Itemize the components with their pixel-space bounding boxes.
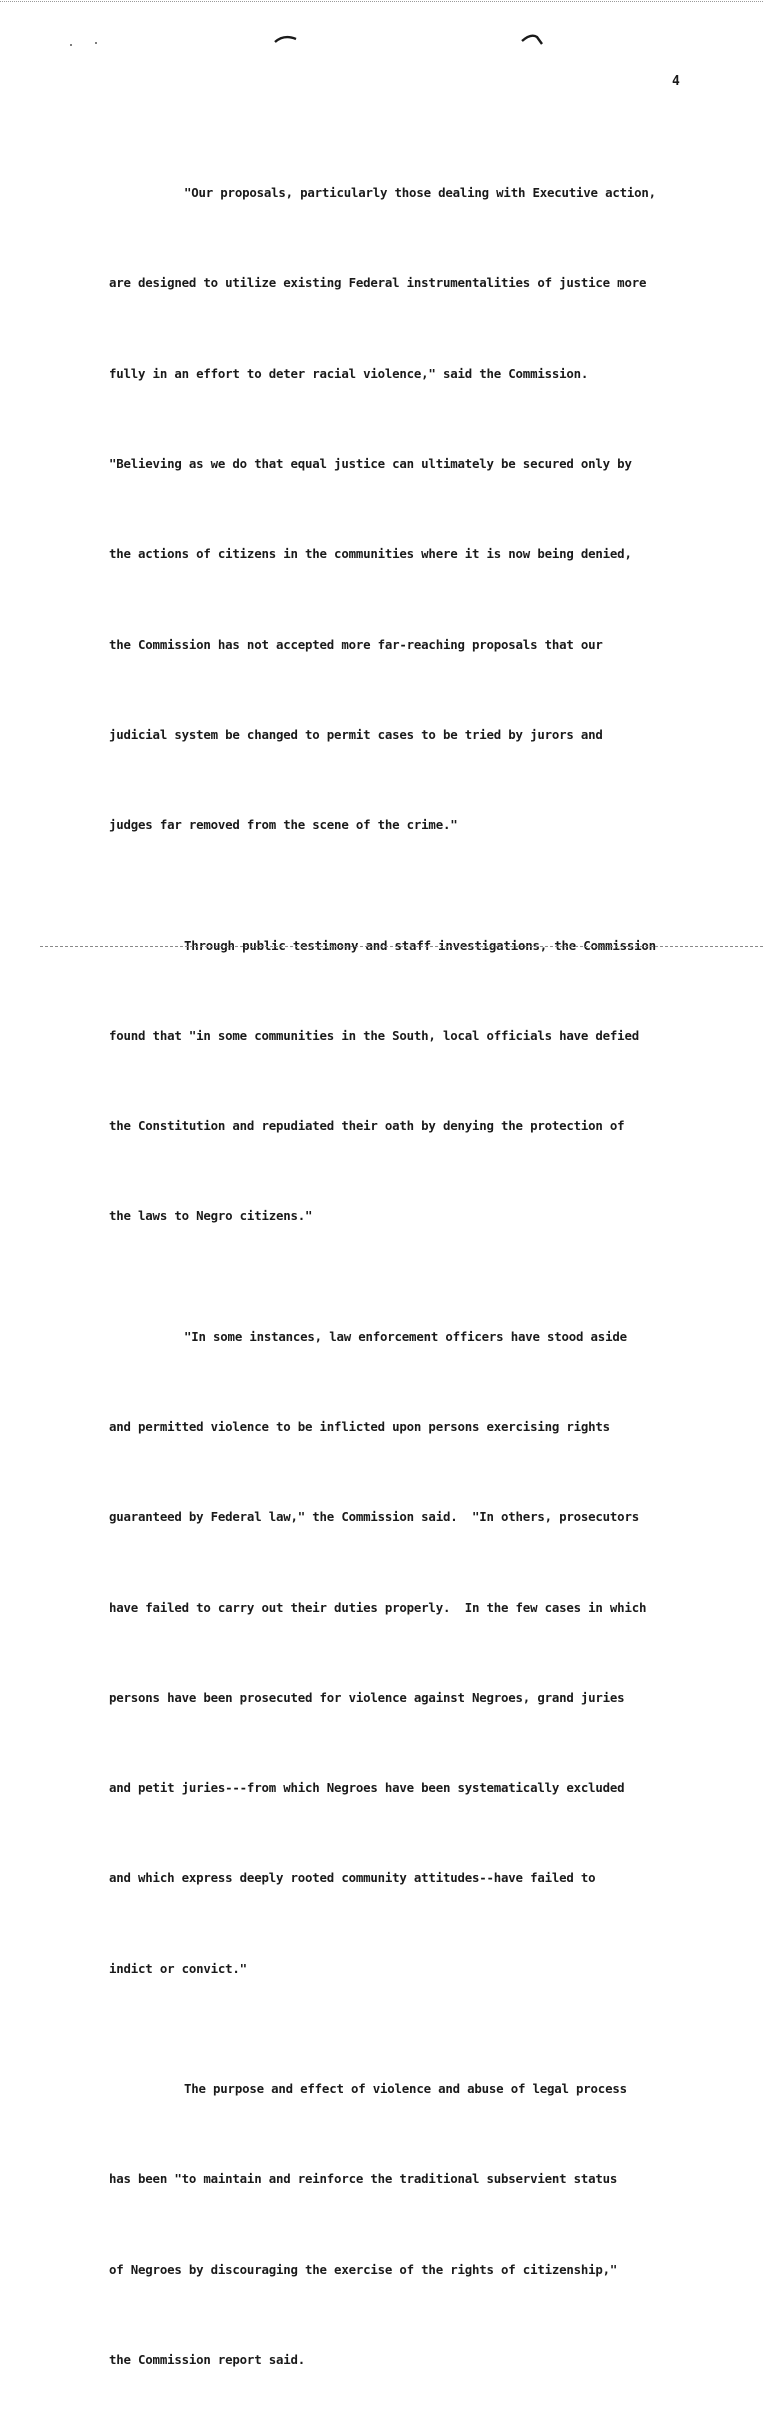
text-line: and petit juries---from which Negroes have been systematically excluded [109, 1780, 625, 1796]
text-line: judges far removed from the scene of the crime." [109, 817, 458, 833]
text-line: are designed to utilize existing Federal instrumentalities of justice more [109, 275, 647, 291]
text-line: and permitted violence to be inflicted upon persons exercising rights [109, 1419, 610, 1435]
text-line: have failed to carry out their duties properly. In the few cases in which [109, 1599, 647, 1615]
text-line: indict or convict." [109, 1960, 247, 1976]
text-line: Through public testimony and staff investigations, the Commission [184, 937, 656, 953]
text-line: the laws to Negro citizens." [109, 1208, 313, 1224]
scan-top-edge [0, 1, 763, 2]
text-line: the Commission has not accepted more far-reaching proposals that our [109, 636, 603, 652]
text-line: "In some instances, law enforcement officers have stood aside [184, 1328, 627, 1344]
text-line: "Believing as we do that equal justice can ultimately be secured only by [109, 456, 632, 472]
text-line: the actions of citizens in the communities where it is now being denied, [109, 546, 632, 562]
text-line: "Our proposals, particularly those dealing with Executive action, [184, 185, 656, 201]
scan-speck [95, 42, 97, 44]
text-line: judicial system be changed to permit cases to be tried by jurors and [109, 726, 603, 742]
body-text [109, 118, 689, 2435]
scan-bottom-edge [40, 946, 763, 947]
text-line: persons have been prosecuted for violence against Negroes, grand juries [109, 1689, 625, 1705]
text-line: and which express deeply rooted community attitudes--have failed to [109, 1870, 596, 1886]
text-line: found that "in some communities in the South, local officials have defied [109, 1027, 639, 1043]
text-line: has been "to maintain and reinforce the traditional subservient status [109, 2171, 618, 2187]
text-line: fully in an effort to deter racial violence," said the Commission. [109, 365, 589, 381]
text-line: of Negroes by discouraging the exercise of the rights of citizenship," [109, 2261, 618, 2277]
scan-speck [70, 44, 72, 46]
text-line: the Constitution and repudiated their oath by denying the protection of [109, 1118, 625, 1134]
text-line: the Commission report said. [109, 2351, 306, 2367]
text-line: guaranteed by Federal law," the Commission said. "In others, prosecutors [109, 1509, 639, 1525]
page-number: 4 [672, 74, 680, 89]
text-line: The purpose and effect of violence and abuse of legal process [184, 2081, 627, 2097]
binding-mark-right [521, 33, 545, 47]
binding-mark-left [274, 33, 298, 45]
